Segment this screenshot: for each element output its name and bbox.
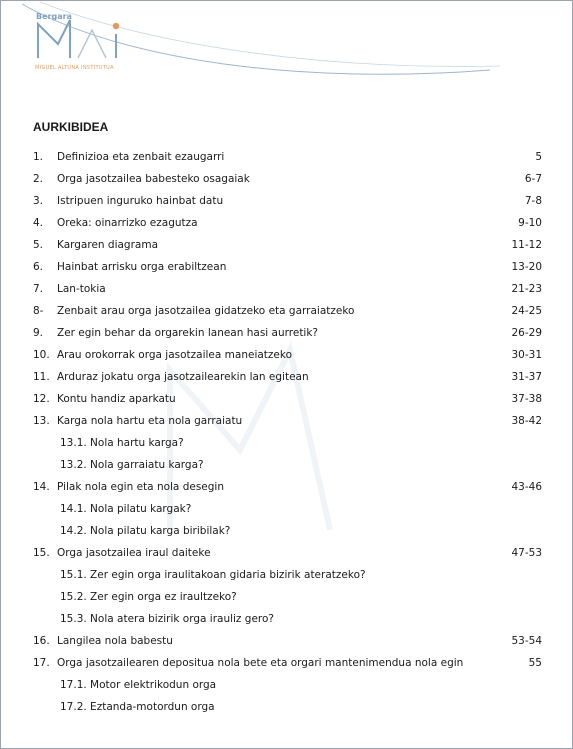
toc-subrow[interactable]: [0, 520, 573, 542]
toc-subrow[interactable]: [0, 564, 573, 586]
toc-row[interactable]: [0, 542, 573, 564]
toc-number: 2.: [33, 173, 44, 185]
toc-title: Langilea nola babestu: [57, 635, 173, 647]
toc-title: Pilak nola egin eta nola desegin: [57, 481, 225, 493]
toc-title: Hainbat arrisku orga erabiltzean: [57, 261, 227, 273]
toc-subtitle: 17.2. Eztanda-motordun orga: [60, 701, 215, 713]
logo-institute-text: MIGUEL ALTUNA INSTITUTUA: [35, 65, 114, 71]
toc-page: 5: [535, 151, 542, 163]
toc-subtitle: 14.2. Nola pilatu karga biribilak?: [60, 525, 231, 537]
toc-title: Istripuen inguruko hainbat datu: [57, 195, 224, 207]
logo-brand-text: Bergara: [36, 12, 72, 21]
page-title: AURKIBIDEA: [33, 120, 109, 134]
toc-row[interactable]: [0, 388, 573, 410]
toc-number: 12.: [33, 393, 50, 405]
toc-number: 11.: [33, 371, 50, 383]
toc-subtitle: 15.3. Nola atera bizirik orga irauliz gero?: [60, 613, 274, 625]
toc-title: Arduraz jokatu orga jasotzailearekin lan egitean: [57, 371, 309, 383]
toc-title: Oreka: oinarrizko ezagutza: [57, 217, 198, 229]
toc-number: 3.: [33, 195, 44, 207]
toc-title: Arau orokorrak orga jasotzailea maneiatzeko: [57, 349, 293, 361]
toc-row[interactable]: [0, 366, 573, 388]
toc-number: 10.: [33, 349, 50, 361]
toc-page: 43-46: [511, 481, 542, 493]
toc-subtitle: 13.1. Nola hartu karga?: [60, 437, 184, 449]
toc-subrow[interactable]: [0, 696, 573, 718]
toc-number: 1.: [33, 151, 44, 163]
toc-number: 5.: [33, 239, 44, 251]
toc-page: 21-23: [511, 283, 542, 295]
toc-page: 38-42: [511, 415, 542, 427]
toc-subtitle: 15.1. Zer egin orga iraulitakoan gidaria bizirik ateratzeko?: [60, 569, 366, 581]
toc-row[interactable]: [0, 410, 573, 432]
toc-row[interactable]: [0, 630, 573, 652]
toc-title: Orga jasotzailearen depositua nola bete eta orgari mantenimendua nola egin: [57, 657, 464, 669]
toc-page: 47-53: [511, 547, 542, 559]
toc-row[interactable]: [0, 146, 573, 168]
toc-title: Kontu handiz aparkatu: [57, 393, 176, 405]
toc-subtitle: 15.2. Zer egin orga ez iraultzeko?: [60, 591, 237, 603]
toc-number: 17.: [33, 657, 50, 669]
toc-page: 30-31: [511, 349, 542, 361]
toc-row[interactable]: [0, 190, 573, 212]
toc-title: Karga nola hartu eta nola garraiatu: [57, 415, 243, 427]
toc-page: 6-7: [524, 173, 542, 185]
toc-row[interactable]: [0, 234, 573, 256]
toc-title: Orga jasotzailea babesteko osagaiak: [57, 173, 250, 185]
toc-row[interactable]: [0, 168, 573, 190]
toc-number: 13.: [33, 415, 50, 427]
toc-number: 7.: [33, 283, 44, 295]
toc-title: Kargaren diagrama: [57, 239, 159, 251]
header-decoration: [0, 0, 573, 110]
toc-subtitle: 14.1. Nola pilatu kargak?: [60, 503, 192, 515]
toc-row[interactable]: [0, 652, 573, 674]
toc-page: 37-38: [511, 393, 542, 405]
toc-page: 55: [528, 657, 542, 669]
toc-subrow[interactable]: [0, 586, 573, 608]
header-swoosh-line: [22, 4, 490, 74]
table-of-contents: [0, 146, 573, 718]
toc-number: 15.: [33, 547, 50, 559]
toc-title: Orga jasotzailea iraul daiteke: [57, 547, 211, 559]
toc-subrow[interactable]: [0, 432, 573, 454]
toc-title: Definizioa eta zenbait ezaugarri: [57, 151, 225, 163]
toc-title: Zenbait arau orga jasotzailea gidatzeko eta garraiatzeko: [57, 305, 355, 317]
toc-subtitle: 17.1. Motor elektrikodun orga: [60, 679, 217, 691]
toc-row[interactable]: [0, 300, 573, 322]
toc-title: Lan-tokia: [57, 283, 106, 295]
toc-number: 6.: [33, 261, 44, 273]
toc-number: 16.: [33, 635, 50, 647]
toc-number: 4.: [33, 217, 44, 229]
toc-page: 26-29: [511, 327, 542, 339]
toc-page: 7-8: [524, 195, 542, 207]
toc-row[interactable]: [0, 278, 573, 300]
toc-page: 9-10: [518, 217, 542, 229]
toc-row[interactable]: [0, 212, 573, 234]
toc-row[interactable]: [0, 322, 573, 344]
toc-page: 24-25: [511, 305, 542, 317]
header-swoosh-line: [40, 2, 500, 66]
toc-number: 8-: [33, 305, 44, 317]
toc-title: Zer egin behar da orgarekin lanean hasi aurretik?: [57, 327, 319, 339]
toc-subrow[interactable]: [0, 674, 573, 696]
toc-number: 9.: [33, 327, 44, 339]
toc-number: 14.: [33, 481, 50, 493]
toc-row[interactable]: [0, 476, 573, 498]
toc-page: 11-12: [511, 239, 542, 251]
toc-page: 13-20: [511, 261, 542, 273]
toc-row[interactable]: [0, 256, 573, 278]
toc-page: 31-37: [511, 371, 542, 383]
toc-subrow[interactable]: [0, 498, 573, 520]
toc-row[interactable]: [0, 344, 573, 366]
toc-subrow[interactable]: [0, 454, 573, 476]
toc-subtitle: 13.2. Nola garraiatu karga?: [60, 459, 204, 471]
toc-subrow[interactable]: [0, 608, 573, 630]
toc-page: 53-54: [511, 635, 542, 647]
